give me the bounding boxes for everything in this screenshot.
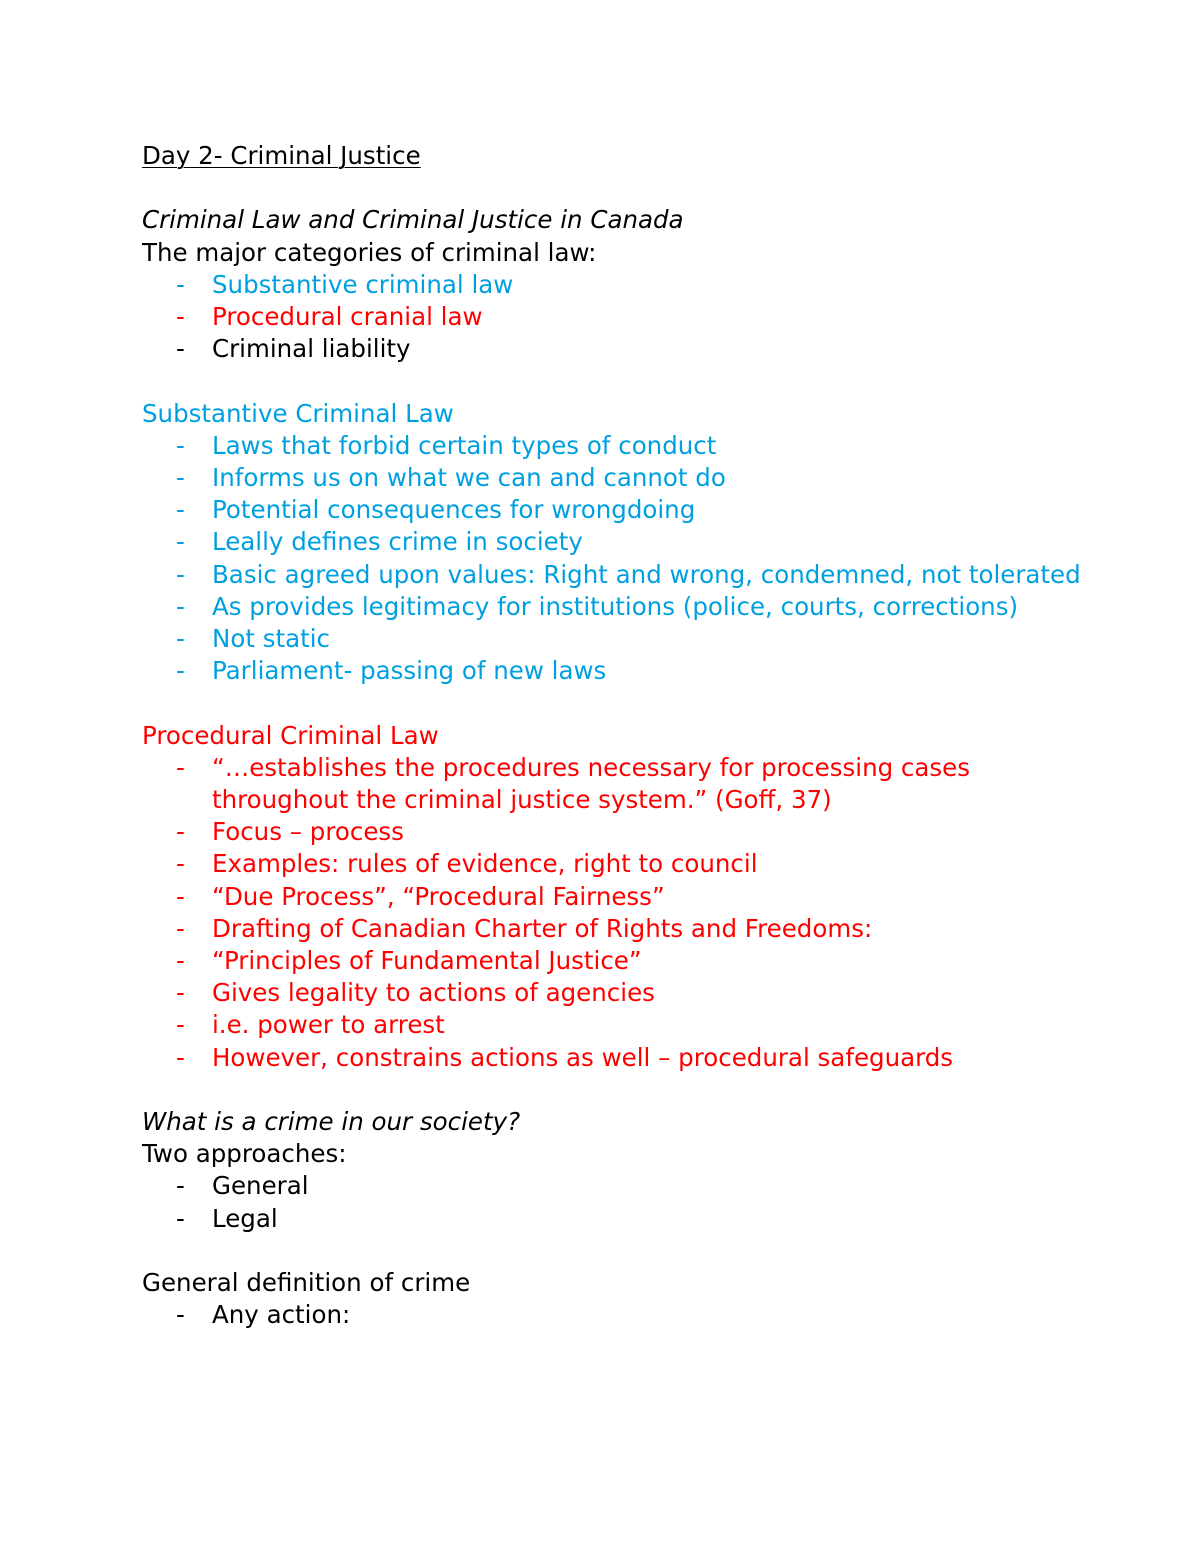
list-item: - Substantive criminal law	[142, 269, 1082, 301]
list-item: - Not static	[142, 623, 1082, 655]
procedural-list	[142, 752, 1082, 1074]
approaches-intro: Two approaches:	[142, 1139, 347, 1169]
bullet-dash: -	[176, 978, 185, 1008]
section-subtitle: Criminal Law and Criminal Justice in Canada	[142, 205, 684, 235]
categories-list	[142, 269, 1082, 366]
list-item: - However, constrains actions as well – procedural safeguards	[142, 1042, 1082, 1074]
bullet-dash: -	[176, 1300, 185, 1330]
bullet-dash: -	[176, 946, 185, 976]
list-item: - Leally defines crime in society	[142, 526, 1082, 558]
list-item: - As provides legitimacy for institutions (police, courts, corrections)	[142, 591, 1082, 623]
list-item: - Parliament- passing of new laws	[142, 655, 1082, 687]
list-item: - Criminal liability	[142, 333, 1082, 365]
general-definition-heading: General definition of crime	[142, 1268, 471, 1298]
list-item: - Potential consequences for wrongdoing	[142, 494, 1082, 526]
bullet-dash: -	[176, 302, 185, 331]
spacer	[142, 1235, 1082, 1267]
bullet-dash: -	[176, 495, 185, 525]
substantive-list	[142, 430, 1082, 688]
bullet-dash: -	[176, 817, 185, 847]
bullet-dash: -	[176, 624, 185, 654]
bullet-dash: -	[176, 881, 185, 911]
bullet-dash: -	[176, 591, 185, 621]
bullet-dash: -	[176, 913, 185, 943]
document-page	[142, 140, 1082, 1331]
bullet-dash: -	[176, 752, 185, 782]
bullet-dash: -	[176, 463, 185, 492]
bullet-dash: -	[176, 849, 185, 879]
crime-question: What is a crime in our society?	[142, 1107, 521, 1137]
spacer	[142, 687, 1082, 719]
list-item: - Gives legality to actions of agencies	[142, 977, 1082, 1009]
bullet-dash: -	[176, 269, 185, 299]
list-item: - General	[142, 1170, 1082, 1202]
list-item: - Examples: rules of evidence, right to council	[142, 848, 1082, 880]
approaches-list	[142, 1170, 1082, 1234]
bullet-dash: -	[176, 559, 185, 589]
list-item: - Drafting of Canadian Charter of Rights and Freedoms:	[142, 913, 1082, 945]
list-item: - Basic agreed upon values: Right and wrong, condemned, not tolerated	[142, 559, 1082, 591]
list-item: - Laws that forbid certain types of conduct	[142, 430, 1082, 462]
bullet-dash: -	[176, 656, 185, 686]
list-item: - “Principles of Fundamental Justice”	[142, 945, 1082, 977]
substantive-heading: Substantive Criminal Law	[142, 398, 454, 428]
bullet-dash: -	[176, 430, 185, 460]
general-definition-list	[142, 1299, 1082, 1331]
list-item: - i.e. power to arrest	[142, 1009, 1082, 1041]
bullet-dash: -	[176, 1171, 185, 1201]
bullet-dash: -	[176, 1010, 185, 1040]
bullet-dash: -	[176, 1042, 185, 1072]
page-title: Day 2- Criminal Justice	[142, 141, 421, 170]
spacer	[142, 172, 1082, 204]
list-item: - “…establishes the procedures necessary for processing cases throughout the criminal justice system.” (Goff, 37)	[176, 752, 971, 815]
list-item: - Focus – process	[142, 816, 1082, 848]
bullet-dash: -	[176, 1203, 185, 1233]
list-item: - “Due Process”, “Procedural Fairness”	[142, 881, 1082, 913]
list-item: - Any action:	[142, 1299, 1082, 1331]
spacer	[142, 1074, 1082, 1106]
intro-text: The major categories of criminal law:	[142, 237, 597, 267]
procedural-heading: Procedural Criminal Law	[142, 720, 439, 750]
list-item: - Legal	[142, 1203, 1082, 1235]
bullet-dash: -	[176, 527, 185, 557]
list-item: - Procedural cranial law	[142, 301, 1082, 333]
spacer	[142, 365, 1082, 397]
bullet-dash: -	[176, 334, 185, 364]
list-item: - Informs us on what we can and cannot do	[142, 462, 1082, 494]
